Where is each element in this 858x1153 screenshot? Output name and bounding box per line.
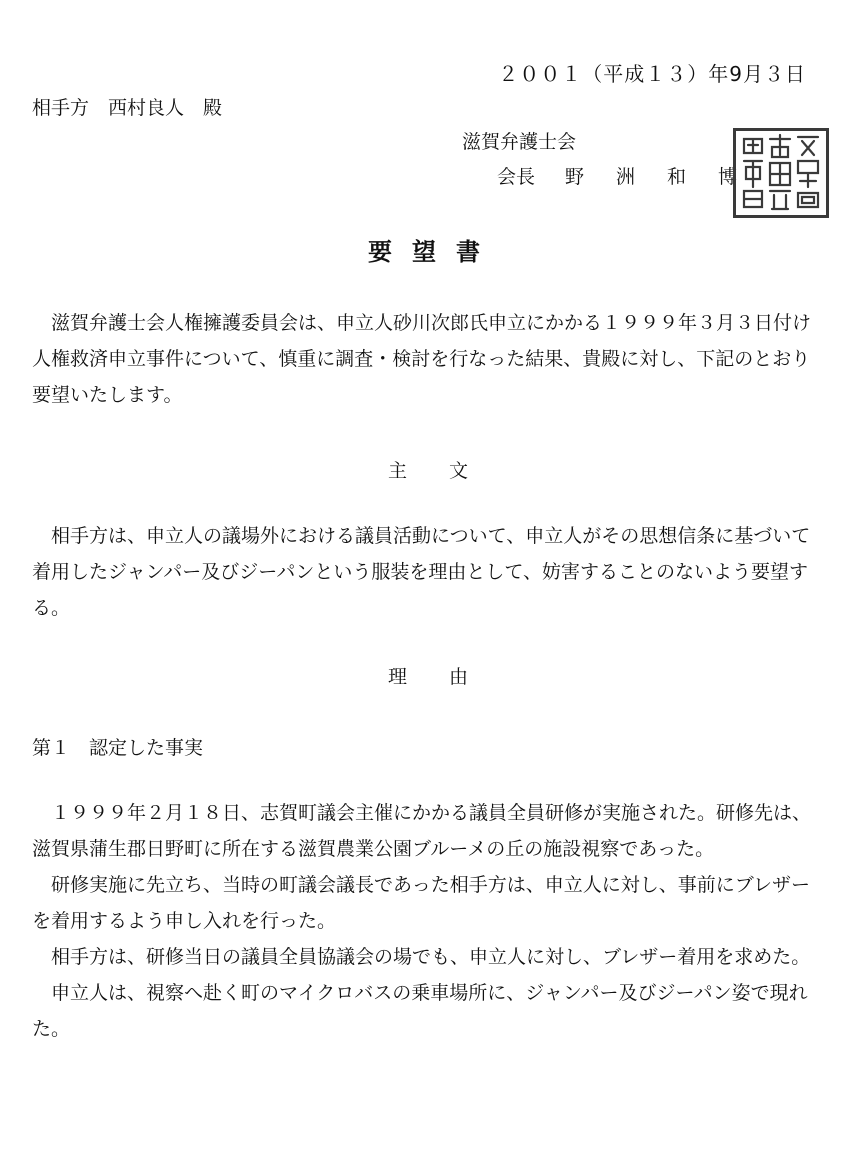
recipient-line: 相手方 西村良人 殿 xyxy=(32,97,223,119)
intro-paragraph xyxy=(32,305,822,413)
main-heading: 主文 xyxy=(387,460,510,482)
document-date: ２００１（平成１３）年9月３日 xyxy=(498,62,806,86)
reason-heading: 理由 xyxy=(387,666,510,688)
sender-signature-line xyxy=(497,162,769,189)
fact-paragraph: １９９９年２月１８日、志賀町議会主催にかかる議員全員研修が実施された。研修先は、滋賀県蒲生郡日野町に所在する滋賀農業公園ブルーメの丘の施設視察であった。 xyxy=(32,802,812,860)
document-title: 要望書 xyxy=(368,238,500,266)
main-paragraph xyxy=(32,518,822,626)
fact-paragraph: 申立人は、視察へ赴く町のマイクロバスの乗車場所に、ジャンパー及びジーパン姿で現れた。 xyxy=(32,982,808,1040)
facts-section xyxy=(32,795,822,1047)
sender-title: 会長 xyxy=(497,166,536,188)
sender-organization: 滋賀弁護士会 xyxy=(462,131,577,153)
main-text: 相手方は、申立人の議場外における議員活動について、申立人がその思想信条に基づいて着用したジャンパー及びジーパンという服装を理由として、妨害することのないよう要望する。 xyxy=(32,525,811,619)
intro-text: 滋賀弁護士会人権擁護委員会は、申立人砂川次郎氏申立にかかる１９９９年３月３日付け人権救済申立事件について、慎重に調査・検討を行なった結果、貴殿に対し、下記のとおり要望いたします。 xyxy=(32,312,812,406)
official-seal-stamp xyxy=(733,128,829,218)
section-1-title: 第１ 認定した事実 xyxy=(32,737,204,759)
fact-paragraph: 相手方は、研修当日の議員全員協議会の場でも、申立人に対し、ブレザー着用を求めた。 xyxy=(51,946,811,968)
sender-name: 野洲和博 xyxy=(565,166,770,188)
fact-paragraph: 研修実施に先立ち、当時の町議会議長であった相手方は、申立人に対し、事前にブレザーを着用するよう申し入れを行った。 xyxy=(32,874,811,932)
